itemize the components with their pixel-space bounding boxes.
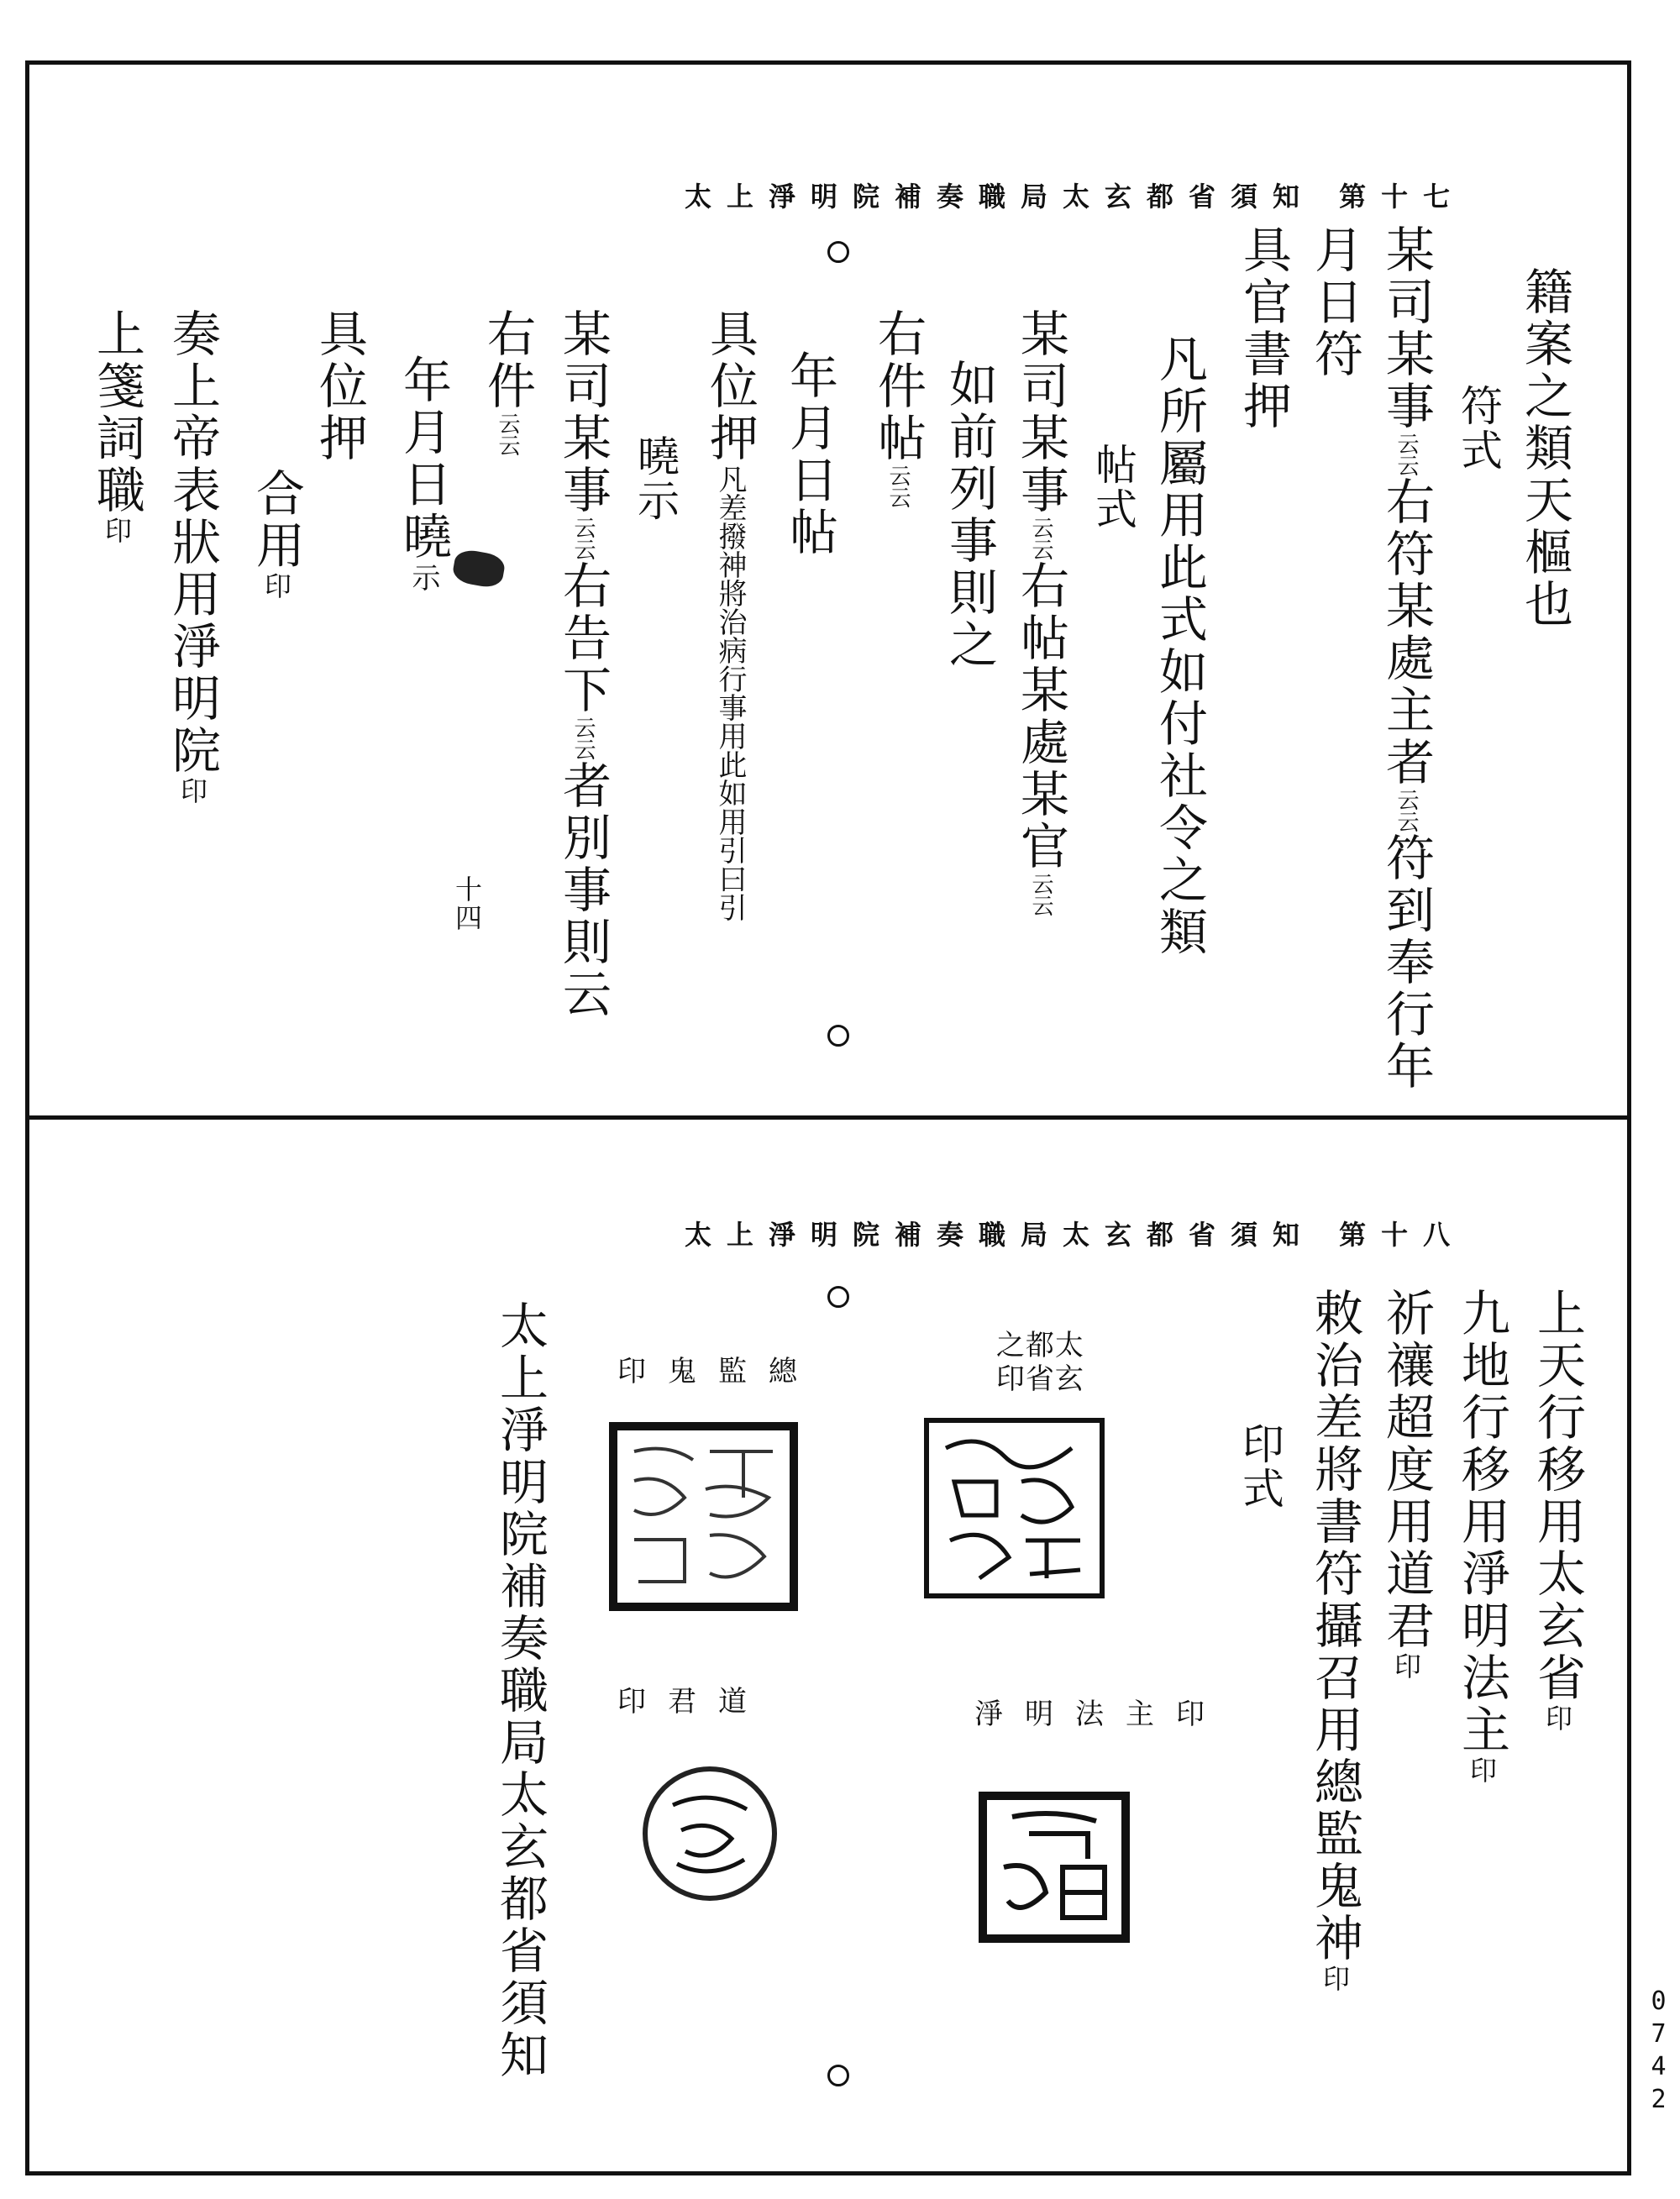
seal-label: 印君道 bbox=[617, 1685, 769, 1719]
binding-hole-marker bbox=[827, 241, 849, 263]
seal-script-pattern bbox=[617, 1430, 790, 1603]
folio-number: 十四 bbox=[451, 875, 483, 932]
column-text: 帖式 bbox=[1089, 443, 1137, 532]
column-text: 敕治差將書符攝召用總監鬼神印 bbox=[1306, 1288, 1363, 1992]
column-text: 太上淨明院補奏職局太玄都省須知 bbox=[491, 1300, 549, 2081]
seal-label: 都省 bbox=[1020, 1330, 1054, 1397]
column-text: 祈禳超度用道君印 bbox=[1378, 1288, 1435, 1679]
column-text: 右件云云 bbox=[479, 308, 536, 456]
column-text: 某司某事云云右符某處主者云云符到奉行年 bbox=[1378, 224, 1435, 1093]
column-text: 九地行移用淨明法主印 bbox=[1453, 1288, 1510, 1783]
column-text: 籍案之類天樞也 bbox=[1516, 266, 1573, 631]
seal-script-pattern bbox=[648, 1771, 772, 1896]
column-text: 年月日帖 bbox=[781, 350, 838, 559]
seal-daojun bbox=[643, 1766, 777, 1901]
column-text: 曉示 bbox=[631, 434, 680, 523]
seal-script-pattern bbox=[929, 1423, 1100, 1593]
page-number: 0742 bbox=[1644, 1986, 1673, 2118]
column-text: 合用印 bbox=[248, 468, 305, 599]
column-text: 具位押 bbox=[311, 308, 368, 464]
column-text: 某司某事云云右告下云云者別事則云 bbox=[554, 308, 612, 1021]
binding-hole-marker bbox=[827, 2065, 849, 2086]
column-text: 符式 bbox=[1454, 384, 1503, 473]
column-text: 上箋詞職印 bbox=[88, 308, 145, 543]
seal-label: 太玄 bbox=[1049, 1330, 1084, 1397]
column-text: 印式 bbox=[1236, 1422, 1284, 1511]
binding-hole-marker bbox=[827, 1286, 849, 1308]
seal-script-pattern bbox=[987, 1800, 1121, 1934]
bottom-page bbox=[29, 1120, 1627, 2171]
seal-label: 之印 bbox=[990, 1330, 1025, 1397]
column-text: 上天行移用太玄省印 bbox=[1529, 1288, 1586, 1731]
bottom-page-header: 太上淨明院補奏職局太玄都省須知 第十八 bbox=[685, 1219, 1466, 1251]
column-text: 右件帖云云 bbox=[869, 308, 927, 508]
column-text: 如前列事則之 bbox=[941, 359, 998, 671]
column-text: 年月日曉示 bbox=[395, 354, 452, 591]
column-text: 具官書押 bbox=[1235, 224, 1292, 433]
seal-label: 印鬼監總 bbox=[617, 1355, 819, 1388]
column-text: 凡所屬用此式如付社令之類 bbox=[1151, 333, 1208, 958]
binding-hole-marker bbox=[827, 1025, 849, 1047]
seal-label: 淨明法主印 bbox=[974, 1698, 1226, 1731]
top-page bbox=[29, 65, 1627, 1115]
seal-zongjian-guishen bbox=[609, 1422, 798, 1611]
ink-mark bbox=[451, 548, 507, 590]
column-text: 某司某事云云右帖某處某官云云 bbox=[1012, 308, 1069, 916]
seal-jingming-fazhu bbox=[979, 1792, 1130, 1943]
column-text: 月日符 bbox=[1306, 224, 1363, 380]
column-text: 奏上帝表狀用淨明院印 bbox=[164, 308, 221, 804]
top-page-header: 太上淨明院補奏職局太玄都省須知 第十七 bbox=[685, 181, 1466, 213]
seal-taixuan-dusheng bbox=[924, 1418, 1105, 1598]
column-text: 具位押凡差撥神將治病行事用此如用引曰引 bbox=[701, 308, 759, 921]
